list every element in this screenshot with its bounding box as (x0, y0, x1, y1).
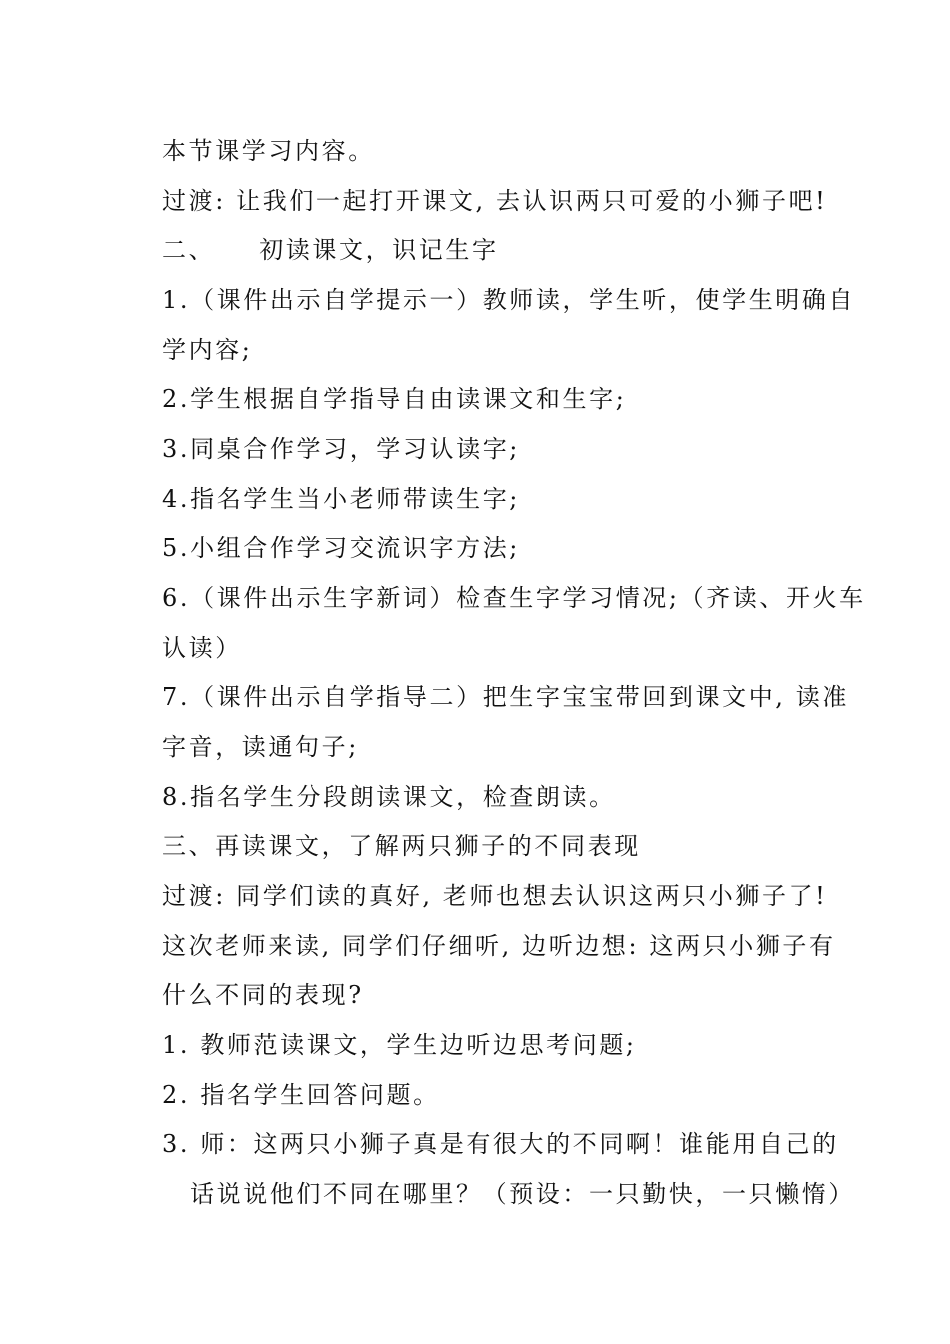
text-line-15: 过渡: 同学们读的真好, 老师也想去认识这两只小狮子了! (162, 882, 828, 910)
text-line-19: 2. 指名学生回答问题。 (162, 1081, 440, 1109)
text-line-16: 这次老师来读, 同学们仔细听, 边听边想: 这两只小狮子有 (162, 932, 836, 960)
text-line-1: 本节课学习内容。 (162, 137, 375, 165)
text-line-20: 3. 师：这两只小狮子真是有很大的不同啊！谁能用自己的 (162, 1130, 839, 1158)
text-line-2: 过渡: 让我们一起打开课文, 去认识两只可爱的小狮子吧! (162, 187, 828, 215)
text-line-13: 8.指名学生分段朗读课文，检查朗读。 (162, 783, 616, 811)
text-line-12: 字音，读通句子; (162, 733, 359, 761)
section-number: 二、 (162, 236, 216, 264)
text-line-5: 2.学生根据自学指导自由读课文和生字; (162, 385, 627, 413)
text-line-9: 6.（课件出示生字新词）检查生字学习情况;（齐读、开火车 (162, 584, 866, 612)
text-line-18: 1. 教师范读课文，学生边听边思考问题; (162, 1031, 637, 1059)
text-line-7: 4.指名学生当小老师带读生字; (162, 485, 520, 513)
section-title: 初读课文，识记生字 (259, 236, 499, 264)
text-line-21: 话说说他们不同在哪里？（预设：一只勤快，一只懒惰） (190, 1180, 855, 1208)
text-line-17: 什么不同的表现? (162, 981, 364, 1009)
text-line-4: 学内容; (162, 336, 253, 364)
text-line-6: 3.同桌合作学习，学习认读字; (162, 435, 520, 463)
section-heading-two (162, 234, 822, 266)
text-line-14: 三、再读课文，了解两只狮子的不同表现 (162, 832, 641, 860)
text-line-11: 7.（课件出示自学指导二）把生字宝宝带回到课文中, 读准 (162, 683, 849, 711)
text-line-10: 认读） (162, 634, 242, 662)
text-line-3: 1.（课件出示自学提示一）教师读，学生听，使学生明确自 (162, 286, 856, 314)
text-line-8: 5.小组合作学习交流识字方法; (162, 534, 520, 562)
